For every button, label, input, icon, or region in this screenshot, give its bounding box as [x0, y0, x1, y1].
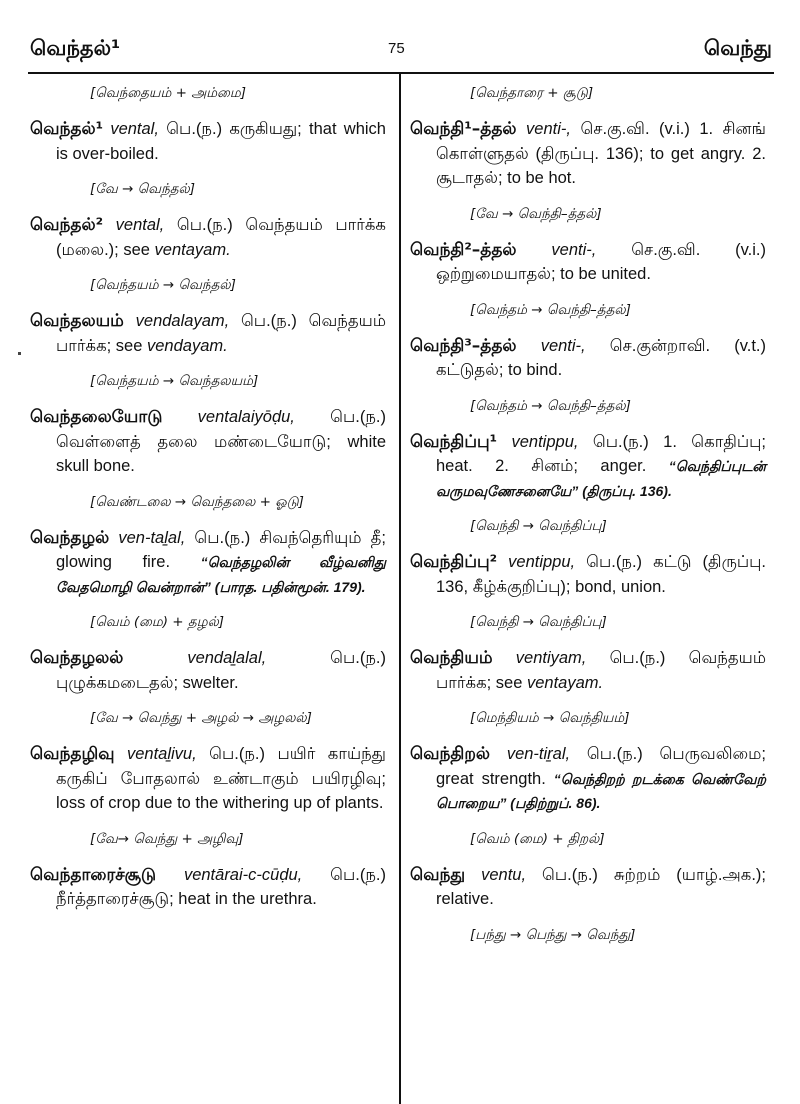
etymology-note: [வெந்தி → வெந்திப்பு]: [470, 518, 607, 534]
entry-transliteration: ventippu,: [508, 553, 576, 571]
entry-see-also: ventayam.: [154, 240, 231, 259]
entry-headword: வெந்தல்²: [30, 215, 104, 235]
right-column: [410, 82, 766, 959]
entry-transliteration: venti-,: [540, 336, 586, 355]
entry-transliteration: ventārai-c-cūḍu,: [183, 865, 303, 884]
entry-transliteration: venti-,: [551, 240, 597, 259]
dictionary-entry: [410, 238, 766, 287]
dictionary-entry: [30, 646, 386, 695]
entry-definition: பெ.(ந.) நீர்த்தாரைச்சூடு; heat in the urethra.: [56, 865, 386, 908]
left-column: [30, 82, 386, 912]
dictionary-entry: [30, 117, 386, 166]
etymology-note: [வே → வெந்து + அழல் → அழலல்]: [90, 710, 312, 726]
etymology-note: [வெந்தாரை + சூடு]: [470, 85, 594, 101]
dictionary-entry: [410, 550, 766, 599]
entry-transliteration: vendalayam,: [135, 312, 230, 330]
entry-definition: பெ.(ந.) வெந்தயம் பார்க்க (மலை.); see: [56, 216, 386, 259]
entry-definition: செ.கு.வி. (v.i.) 1. சினங் கொள்ளுதல் (திருப்பு. 136); to get angry. 2. சூடாதல்; to be hot.: [436, 120, 766, 187]
entry-headword: வெந்தி¹–த்தல்: [410, 119, 517, 139]
dictionary-entry: [410, 334, 766, 383]
entry-headword: வெந்தாரைச்சூடு: [30, 864, 157, 885]
entry-headword: வெந்தியம்: [410, 648, 493, 668]
entry-headword: வெந்து: [410, 864, 466, 885]
etymology-note: [வெந்தயம் → வெந்தல்]: [90, 277, 236, 293]
etymology-note: [பந்து → பெந்து → வெந்து]: [470, 926, 636, 943]
entry-transliteration: venti-,: [526, 120, 571, 138]
entry-transliteration: ven-taḻal,: [118, 528, 186, 547]
entry-definition: பெ.(ந.) சுற்றம் (யாழ்.அக.); relative.: [436, 865, 766, 908]
etymology-note: [வெந்தி → வெந்திப்பு]: [470, 614, 607, 630]
entry-definition: பெ.(ந.) புழுக்கமடைதல்; swelter.: [56, 649, 386, 692]
entry-definition: செ.குன்றாவி. (v.t.) கட்டுதல்; to bind.: [436, 336, 766, 379]
etymology-note: [வே → வெந்தி–த்தல்]: [470, 205, 602, 222]
dictionary-entry: [410, 742, 766, 816]
etymology-note: [வெந்தயம் → வெந்தலயம்]: [90, 373, 259, 389]
entry-definition: பெ.(ந.) வெள்ளைத் தலை மண்டையோடு; white skull bone.: [56, 408, 386, 475]
dictionary-entry: [30, 309, 386, 358]
entry-definition: செ.கு.வி. (v.i.) ஒற்றுமையாதல்; to be united.: [436, 240, 766, 283]
etymology-note: [வெந்தம் → வெந்தி–த்தல்]: [470, 301, 631, 318]
etymology-note: [மெந்தியம் → வெந்தியம்]: [470, 710, 630, 726]
entry-definition: பெ.(ந.) பயிர் காய்ந்து கருகிப் போதலால் உண்டாகும் பயிரழிவு; loss of crop due to the withering up of plants.: [56, 745, 386, 812]
entry-definition: பெ.(ந.) பெருவலிமை; great strength.: [436, 745, 766, 788]
entry-definition: பெ.(ந.) கருகியது; that which is over-boiled.: [56, 120, 386, 163]
page-number: 75: [388, 40, 405, 57]
entry-see-also: vendayam.: [146, 336, 228, 355]
entry-definition: பெ.(ந.) 1. கொதிப்பு; heat. 2. சினம்; anger.: [436, 432, 766, 475]
dictionary-entry: [410, 117, 766, 191]
dictionary-entry: [30, 213, 386, 262]
header-rule: [28, 72, 774, 74]
dictionary-entry: [30, 405, 386, 479]
entry-transliteration: vental,: [115, 216, 165, 234]
entry-transliteration: ventippu,: [511, 432, 579, 451]
right-running-headword: வெந்து: [703, 36, 772, 60]
entry-transliteration: ventaḻivu,: [126, 745, 197, 763]
column-divider: [399, 74, 401, 1104]
entry-headword: வெந்தழல்: [30, 527, 110, 548]
etymology-note: [வெந்தையம் + அம்மை]: [90, 85, 247, 101]
entry-transliteration: ven-tiṟal,: [506, 745, 571, 763]
entry-citation: “வெந்தழலின் வீழ்வனிது வேதமொழி வென்றான்” (பாரத. பதின்மூன். 179).: [56, 554, 386, 595]
etymology-note: [வே → வெந்தல்]: [90, 181, 196, 197]
entry-headword: வெந்திப்பு¹: [410, 431, 498, 452]
entry-headword: வெந்தழலல்: [30, 648, 124, 668]
etymology-note: [வெம் (மை) + திறல்]: [470, 830, 605, 847]
entry-definition: பெ.(ந.) சிவந்தெரியும் தீ; glowing fire.: [56, 528, 386, 571]
entry-citation: “வெந்திப்புடன் வருமவுணேசனையே” (திருப்பு. 136).: [436, 458, 766, 499]
entry-headword: வெந்தழிவு: [30, 744, 115, 764]
etymology-note: [வே→ வெந்து + அழிவு]: [90, 830, 244, 847]
entry-headword: வெந்தல்¹: [30, 119, 104, 139]
entry-citation: “வெந்திறற் றடக்கை வெண்வேற் பொறைய” (பதிற்றுப். 86).: [436, 770, 766, 811]
etymology-note: [வெம் (மை) + தழல்]: [90, 614, 225, 630]
entry-headword: வெந்தி³–த்தல்: [410, 335, 517, 356]
dictionary-entry: [30, 863, 386, 912]
entry-transliteration: ventalaiyōḍu,: [197, 408, 295, 426]
entry-transliteration: vental,: [110, 120, 159, 138]
entry-definition: பெ.(ந.) கட்டு (திருப்பு. 136, கீழ்க்குறிப்பு); bond, union.: [436, 553, 766, 596]
dictionary-entry: [410, 863, 766, 912]
entry-headword: வெந்தலயம்: [30, 311, 124, 331]
entry-definition: பெ.(ந.) வெந்தயம் பார்க்க; see: [56, 312, 386, 355]
etymology-note: [வெந்தம் → வெந்தி–த்தல்]: [470, 397, 631, 414]
entry-transliteration: ventu,: [481, 865, 527, 884]
dictionary-entry: [30, 742, 386, 816]
entry-headword: வெந்தி²–த்தல்: [410, 239, 517, 260]
left-running-headword: வெந்தல்¹: [30, 36, 121, 60]
dictionary-entry: [410, 646, 766, 695]
page-header: [0, 0, 800, 70]
entry-headword: வெந்திறல்: [410, 744, 491, 764]
entry-transliteration: vendaḻalal,: [187, 649, 267, 667]
etymology-note: [வெண்டலை → வெந்தலை + ஓடு]: [90, 493, 304, 510]
entry-transliteration: ventiyam,: [515, 649, 587, 667]
entry-definition: பெ.(ந.) வெந்தயம் பார்க்க; see: [436, 649, 766, 692]
entry-headword: வெந்திப்பு²: [410, 552, 498, 572]
dictionary-entry: [410, 430, 766, 504]
margin-mark: [18, 352, 21, 355]
dictionary-entry: [30, 526, 386, 600]
entry-headword: வெந்தலையோடு: [30, 407, 163, 427]
entry-see-also: ventayam.: [526, 673, 604, 692]
